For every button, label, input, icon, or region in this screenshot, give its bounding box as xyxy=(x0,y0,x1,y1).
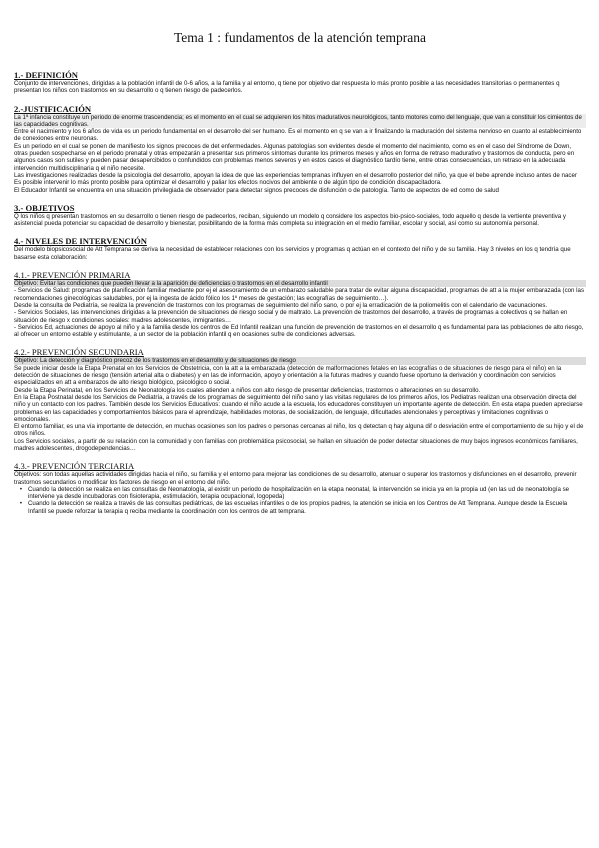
paragraph: Desde la consulta de Pediatría, se realiza la prevención de trastornos con los programas de seguimiento del niño sano, o por ej la erradicación de la poliomelitis con el calendario de vacunaciones. xyxy=(14,301,548,309)
paragraph: En la Etapa Postnatal desde los Servicios de Pediatría, a través de los programas de seguimiento del niño sano y las visitas regulares de los primeros años, los Pediatras realizan una observación directa del niño y un contacto con los padres. También desde los Servicios Educativos: cuando el niño acude a la escuela, los educadores constituyen un importante agente de detección. En esta etapa pueden apreciarse problemas en las capacidades y comportamientos básicos para el aprendizaje, habilidades motoras, de socialización, de lenguaje, dificultades atencionales y perceptivas y limitaciones cognitivas o emocionales. xyxy=(14,393,583,423)
paragraph: - Servicios Sociales, las intervenciones dirigidas a la prevención de situaciones de riesgo social y de maltrato. La prevención de trastornos del desarrollo, a través de programas a colectivos q se hallan en situación de riesgo x condiciones sociales: madres adolescentes, inmigrantes… xyxy=(14,309,568,324)
section-prevencion-secundaria xyxy=(14,347,586,452)
paragraph: Desde la Etapa Perinatal, en los Servicios de Neonatología los cuales atienden a niños con alto riesgo de presentar deficiencias, trastornos o alteraciones en su desarrollo. xyxy=(14,386,481,394)
document-page xyxy=(14,30,586,515)
subsection-heading: 4.3.- PREVENCIÓN TERCIARIA xyxy=(14,461,135,472)
subsection-heading: 4.1.- PREVENCIÓN PRIMARIA xyxy=(14,270,131,281)
paragraph: La 1ª infancia constituye un periodo de enorme trascendencia; es el momento en el cual se adquieren los hitos madurativos neurológicos, tanto motores como del lenguaje, que van a constituir los cimientos de las capacidades cognitivas. xyxy=(14,114,586,129)
paragraph: Los Servicios sociales, a partir de su relación con la comunidad y con familias con problemática psicosocial, se hallan en situación de poder detectar situaciones de muy bajos ingresos económicos familiares, madres adolescentes, drogodependencias… xyxy=(14,437,578,452)
list-item-text: Cuando la detección se realiza en las consultas de Neonatología, al existir un periodo de hospitalización en la etapa neonatal, la intervención se inicia ya en la propia ud (en las ud de neonatología se interviene ya desde incubadoras con fisioterapia, estimulación, terapia ocupacional, logopeda) xyxy=(28,485,570,501)
section-prevencion-primaria xyxy=(14,270,586,338)
paragraph: El Educador Infantil se encuentra en una situación privilegiada de observador para detectar signos precoces de disfunción o de patología. Tanto de aspectos de ed como de salud xyxy=(14,186,499,194)
bullet-icon: • xyxy=(19,500,23,508)
paragraph: Objetivo: Evitar las condiciones que pueden llevar a la aparición de deficiencias o trastornos en el desarrollo infantil xyxy=(14,280,586,287)
section-objetivos xyxy=(14,203,586,228)
paragraph: Se puede iniciar desde la Etapa Prenatal en los Servicios de Obstetricia, con la att a la embarazada (detección de malformaciones fetales en las ecografías o de situaciones de riesgo para el niño) en la detección de situaciones de riesgo (tensión arterial alta o diabetes) y en las de información, apoyo y orientación a la futuras madres y cuando fuese oportuno la derivación y coordinación con servicios especializados en att a embarazos de alto riesgo biológico, psicológico o social. xyxy=(14,364,562,387)
section-heading: 2.-JUSTIFICACIÓN xyxy=(14,103,92,114)
page-title: Tema 1 : fundamentos de la atención temprana xyxy=(173,30,427,45)
section-niveles xyxy=(14,236,586,261)
paragraph: Q los niños q presentan trastornos en su desarrollo o tienen riesgo de padecerlos, reciban, siguiendo un modelo q considere los aspectos bio-psico-sociales, todo aquello q desde la vertiente preventiva y asistencial pueda potenciar su capacidad de desarrollo y bienestar, posibilitando de la forma más completa su integración en el medio familiar, escolar y social, así como su autonomía personal. xyxy=(14,212,566,228)
paragraph: Objetivo: La detección y diagnóstico precoz de los trastornos en el desarrollo y de situaciones de riesgo xyxy=(14,357,586,364)
list-item xyxy=(14,486,586,501)
bullet-icon: • xyxy=(19,485,23,493)
paragraph: Del modelo biopsicosocial de Att Temprana se deriva la necesidad de establecer relaciones con los servicios y programas q actúan en el contexto del niño y de su familia. Hay 3 niveles en los q tendría que basarse esta colaboración: xyxy=(14,246,571,261)
list-item-text: Cuando la detección se realiza a través de las consultas pediátricas, de las escuelas infantiles o de los propios padres, la atención se inicia en los Centros de Att Temprana. Aunque desde la Escuela Infantil se puede reforzar la terapia q reciba mediante la coordinación con los centros de att temprana. xyxy=(28,500,568,515)
section-prevencion-terciaria xyxy=(14,461,586,515)
paragraph: Es un periodo en el cual se ponen de manifiesto los signos precoces de det enfermedades. Algunas patologías son evidentes desde el momento del nacimiento, como es en el caso del Síndrome de Down, otras pueden sospecharse en el periodo prenatal y otras empezarán a presentar sus primeros síntomas durante los primeros meses y años en forma de retraso madurativo y trastornos de conducta, pero en algunos casos son sutiles y pueden pasar desapercibidos o confundidos con problemas menos severos y en estos casos el diagnóstico tardío tiene, entre otras consecuencias, un retraso en la adecuada intervención multidisciplinaria q el niño necesite. xyxy=(14,142,575,172)
section-heading: 1.- DEFINICIÓN xyxy=(14,70,78,80)
section-heading: 4.- NIVELES DE INTERVENCIÓN xyxy=(14,236,147,247)
section-justificacion xyxy=(14,104,586,194)
section-definicion xyxy=(14,70,586,95)
paragraph: El entorno familiar, es una vía importante de detección, en muchas ocasiones son los padres o personas cercanas al niño, los q detectan q hay alguna dif o desviación entre el comportamiento de su hijo y el de otros niños. xyxy=(14,423,584,438)
list-item xyxy=(14,500,586,515)
paragraph: Objetivos: son todas aquellas actividades dirigidas hacia el niño, su familia y el entorno para mejorar las condiciones de su desarrollo, atenuar o superar los trastornos y disfunciones en el desarrollo, prevenir trastornos secundarios o modificar los factores de riesgo en el entorno del niño. xyxy=(14,471,577,486)
paragraph: - Servicios Ed, actuaciones de apoyo al niño y a la familia desde los centros de Ed Infantil realizan una función de prevención de trastornos en el desarrollo q es fundamental para las poblaciones de alto riesgo, al ofrecer un entorno estable y estimulante, a un sector de la población infantil q en ocasiones sufre de condiciones adversas. xyxy=(14,323,584,339)
subsection-heading: 4.2.- PREVENCIÓN SECUNDARIA xyxy=(14,347,144,358)
paragraph: Entre el nacimiento y los 6 años de vida es un periodo fundamental en el desarrollo del ser humano. Es el momento en q se van a ir finalizando la maduración del sistema nervioso en cuanto al establecimiento de conexiones entre neuronas. xyxy=(14,128,582,143)
section-heading: 3.- OBJETIVOS xyxy=(14,202,75,213)
paragraph: Es posible intervenir lo más pronto posible para optimizar el desarrollo y paliar los efectos nocivos del ambiente o de algún tipo de condición discapacitadora. xyxy=(14,179,442,187)
paragraph: - Servicios de Salud: programas de planificación familiar mediante por ej el asesoramiento de un embarazo saludable para tratar de evitar alguna discapacidad, programas de att a la mujer embarazada (con las recomendaciones ginecológicas saludables, por ej la ingesta de ácido fólico los 1º meses de gestación; las ecografías de seguimiento…). xyxy=(14,287,585,302)
paragraph: Las investigaciones realizadas desde la psicología del desarrollo, apoyan la idea de que las experiencias tempranas influyen en el desarrollo posterior del niño, ya que el bebe aprende incluso antes de nacer xyxy=(14,171,577,179)
paragraph: Conjunto de intervenciones, dirigidas a la población infantil de 0-6 años, a la familia y al entorno, q tiene por objetivo dar respuesta lo más pronto posible a las necesidades transitorias o permanentes q presentan los niños con trastornos en su desarrollo o q tienen riesgo de padecerlos. xyxy=(14,80,560,95)
